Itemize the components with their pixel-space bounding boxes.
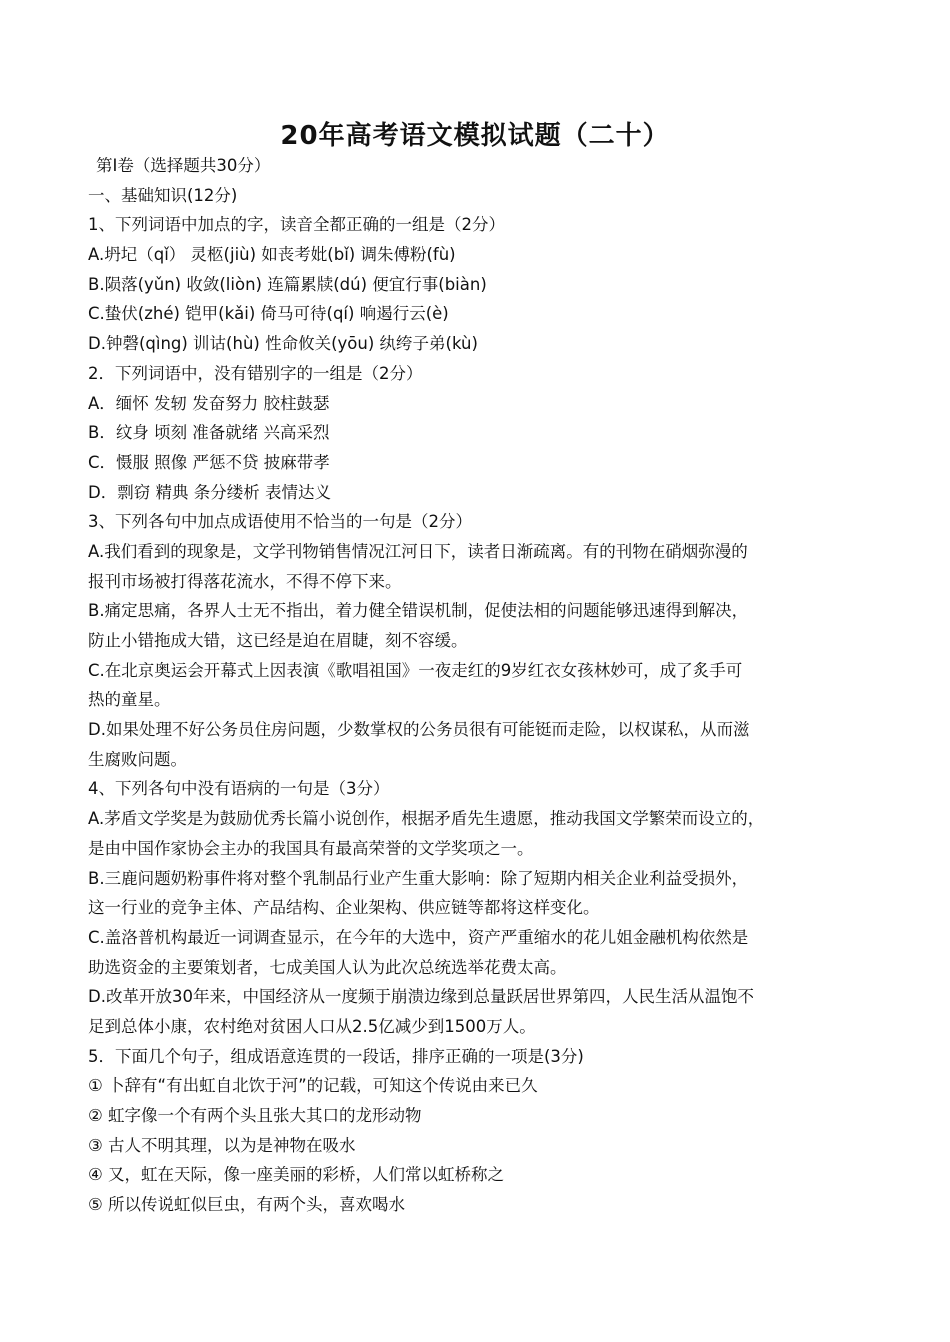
question-1-option-d: D.钟磬(qìng) 训诂(hù) 性命攸关(yōu) 纨绔子弟(kù) — [88, 334, 478, 354]
question-4-option-b-line-2: 这一行业的竞争主体、产品结构、企业架构、供应链等都将这样变化。 — [88, 898, 600, 918]
document-title: 20年高考语文模拟试题（二十） — [280, 121, 670, 151]
question-1-option-a: A.坍圮（qǐ） 灵柩(jiù) 如丧考妣(bǐ) 调朱傅粉(fù) — [88, 245, 456, 265]
question-1-stem: 1、下列词语中加点的字，读音全都正确的一组是（2分） — [88, 215, 505, 235]
question-3-option-b-line-2: 防止小错拖成大错，这已经是迫在眉睫，刻不容缓。 — [88, 631, 468, 650]
question-1-option-c: C.蛰伏(zhé) 铠甲(kǎi) 倚马可待(qí) 响遏行云(è) — [88, 304, 449, 324]
question-2-option-b: B．纹身 顷刻 准备就绪 兴高采烈 — [88, 423, 330, 443]
question-4-option-a-line-1: A.茅盾文学奖是为鼓励优秀长篇小说创作，根据矛盾先生遗愿，推动我国文学繁荣而设立的， — [88, 809, 765, 829]
question-3-option-a-line-2: 报刊市场被打得落花流水，不得不停下来。 — [88, 571, 402, 591]
question-3-stem: 3、下列各句中加点成语使用不恰当的一句是（2分） — [88, 512, 472, 532]
question-5-item-2: ② 虹字像一个有两个头且张大其口的龙形动物 — [88, 1106, 422, 1125]
document-body — [88, 151, 868, 1220]
question-5-item-4: ④ 又，虹在天际，像一座美丽的彩桥，人们常以虹桥称之 — [88, 1165, 505, 1185]
question-4-option-d-line-2: 足到总体小康，农村绝对贫困人口从2.5亿减少到1500万人。 — [88, 1016, 536, 1036]
question-3-option-c-line-1: C.在北京奥运会开幕式上因表演《歌唱祖国》一夜走红的9岁红衣女孩林妙可，成了炙手可 — [88, 660, 743, 680]
question-4-option-b-line-1: B.三鹿问题奶粉事件将对整个乳制品行业产生重大影响：除了短期内相关企业利益受损外， — [88, 868, 749, 888]
question-2-option-a: A．缅怀 发轫 发奋努力 胶柱鼓瑟 — [88, 393, 330, 413]
question-2-option-c: C．慑服 照像 严惩不贷 披麻带孝 — [88, 452, 330, 472]
section-header: 第Ⅰ卷（选择题共30分） — [96, 156, 271, 175]
question-3-option-a-line-1: A.我们看到的现象是，文学刊物销售情况江河日下，读者日渐疏离。有的刊物在硝烟弥漫的 — [88, 541, 748, 561]
question-3-option-d-line-2: 生腐败问题。 — [88, 749, 187, 769]
part-heading: 一、基础知识(12分) — [88, 185, 238, 205]
question-5-item-1: ① 卜辞有“有出虹自北饮于河”的记载，可知这个传说由来已久 — [88, 1076, 538, 1096]
question-1-option-b: B.陨落(yǔn) 收敛(liòn) 连篇累牍(dú) 便宜行事(biàn) — [88, 274, 487, 294]
question-4-option-a-line-2: 是由中国作家协会主办的我国具有最高荣誉的文学奖项之一。 — [88, 838, 534, 858]
question-2-option-d: D．剽窃 精典 条分缕析 表情达义 — [88, 482, 331, 502]
question-4-option-c-line-1: C.盖洛普机构最近一词调查显示，在今年的大选中，资产严重缩水的花儿姐金融机构依然是 — [88, 927, 749, 947]
question-4-stem: 4、下列各句中没有语病的一句是（3分） — [88, 779, 390, 799]
question-3-option-b-line-1: B.痛定思痛，各界人士无不指出，着力健全错误机制，促使法相的问题能够迅速得到解决， — [88, 601, 749, 621]
question-5-stem: 5．下面几个句子，组成语意连贯的一段话，排序正确的一项是(3分) — [88, 1046, 584, 1066]
question-5-item-3: ③ 古人不明其理，以为是神物在吸水 — [88, 1135, 356, 1155]
question-2-stem: 2．下列词语中，没有错别字的一组是（2分） — [88, 363, 423, 383]
question-4-option-c-line-2: 助选资金的主要策划者，七成美国人认为此次总统选举花费太高。 — [88, 957, 567, 977]
question-3-option-c-line-2: 热的童星。 — [88, 690, 171, 710]
question-4-option-d-line-1: D.改革开放30年来，中国经济从一度频于崩溃边缘到总量跃居世界第四，人民生活从温饱不 — [88, 987, 754, 1007]
question-5-item-5: ⑤ 所以传说虹似巨虫，有两个头，喜欢喝水 — [88, 1195, 406, 1215]
question-3-option-d-line-1: D.如果处理不好公务员住房问题，少数掌权的公务员很有可能铤而走险，以权谋私，从而滋 — [88, 720, 750, 740]
